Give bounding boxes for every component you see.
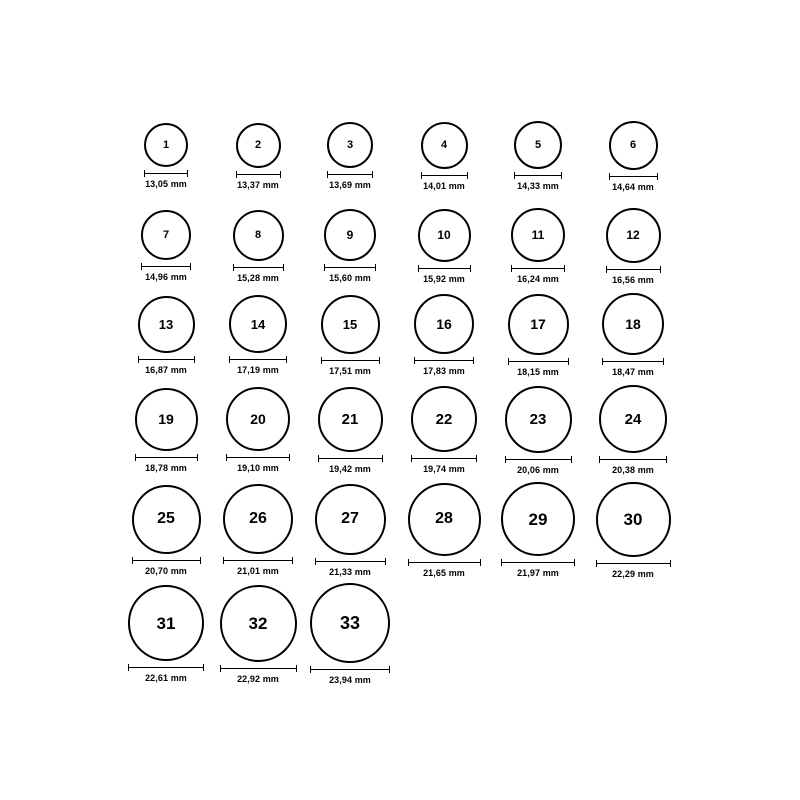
ring-size-item xyxy=(583,293,683,377)
ring-size-number: 14 xyxy=(250,316,266,332)
ring-size-item xyxy=(116,585,216,683)
ring-size-item xyxy=(300,122,400,190)
ring-size-number: 25 xyxy=(157,510,175,527)
ring-diameter-label: 22,92 mm xyxy=(237,673,279,684)
dimension-bar-icon xyxy=(318,455,383,462)
dimension-bar-icon xyxy=(599,456,667,463)
ring-dimension xyxy=(220,662,297,684)
ring-size-number: 10 xyxy=(437,228,451,242)
ring-dimension xyxy=(606,263,661,285)
ring-circle xyxy=(501,482,575,556)
ring-diameter-label: 23,94 mm xyxy=(329,675,371,685)
ring-circle xyxy=(421,122,468,169)
ring-diameter-label: 13,05 mm xyxy=(145,179,187,189)
ring-size-number: 23 xyxy=(529,410,547,428)
dimension-bar-icon xyxy=(223,557,293,564)
dimension-bar-icon xyxy=(514,172,562,179)
ring-dimension xyxy=(602,355,664,377)
ring-dimension xyxy=(318,452,383,474)
ring-circle xyxy=(229,295,287,353)
ring-circle xyxy=(315,484,386,555)
ring-dimension xyxy=(141,260,191,282)
ring-size-number: 26 xyxy=(249,510,267,527)
ring-size-number: 11 xyxy=(531,228,545,242)
ring-size-item xyxy=(116,123,216,189)
ring-circle xyxy=(144,123,188,167)
ring-circle xyxy=(596,482,671,557)
ring-size-item xyxy=(583,208,683,285)
ring-diameter-label: 20,06 mm xyxy=(517,464,559,475)
dimension-bar-icon xyxy=(508,358,569,365)
ring-diameter-label: 18,78 mm xyxy=(145,462,187,473)
ring-dimension xyxy=(411,452,477,474)
ring-size-number: 30 xyxy=(623,509,643,529)
dimension-bar-icon xyxy=(324,264,376,271)
ring-size-number: 19 xyxy=(158,411,174,427)
ring-dimension xyxy=(414,354,474,376)
ring-circle xyxy=(321,295,380,354)
ring-diameter-label: 22,29 mm xyxy=(612,568,654,579)
ring-circle xyxy=(606,208,661,263)
ring-size-number: 4 xyxy=(440,138,448,151)
dimension-bar-icon xyxy=(220,665,297,672)
ring-size-item xyxy=(300,387,400,474)
ring-size-number: 2 xyxy=(254,138,262,151)
ring-dimension xyxy=(511,262,565,284)
ring-dimension xyxy=(138,353,195,375)
ring-circle xyxy=(138,296,195,353)
dimension-bar-icon xyxy=(501,559,575,566)
ring-size-item xyxy=(583,482,683,579)
ring-size-number: 29 xyxy=(528,509,548,529)
ring-diameter-label: 20,38 mm xyxy=(612,465,654,475)
ring-size-number: 15 xyxy=(342,316,358,332)
ring-circle xyxy=(132,485,201,554)
dimension-bar-icon xyxy=(233,264,284,271)
ring-circle xyxy=(505,386,572,453)
ring-size-item xyxy=(488,294,588,377)
ring-diameter-label: 15,28 mm xyxy=(237,272,279,283)
ring-size-item xyxy=(583,121,683,192)
ring-size-item xyxy=(208,210,308,283)
ring-dimension xyxy=(418,262,471,284)
ring-circle xyxy=(411,386,477,452)
dimension-bar-icon xyxy=(414,357,474,364)
ring-size-item xyxy=(488,386,588,475)
ring-diameter-label: 21,97 mm xyxy=(517,568,559,578)
ring-dimension xyxy=(144,167,188,189)
ring-size-item xyxy=(583,385,683,475)
ring-circle xyxy=(602,293,664,355)
ring-size-item xyxy=(116,388,216,473)
dimension-bar-icon xyxy=(315,558,386,565)
ring-size-number: 13 xyxy=(158,316,174,332)
ring-circle xyxy=(511,208,565,262)
ring-dimension xyxy=(505,453,572,475)
ring-circle xyxy=(226,387,290,451)
ring-diameter-label: 18,47 mm xyxy=(612,367,654,377)
ring-diameter-label: 17,51 mm xyxy=(329,365,371,376)
ring-diameter-label: 15,60 mm xyxy=(329,273,371,283)
ring-size-item xyxy=(116,485,216,576)
ring-size-item xyxy=(488,121,588,191)
ring-size-number: 27 xyxy=(341,510,359,527)
dimension-bar-icon xyxy=(511,265,565,272)
ring-size-item xyxy=(208,295,308,375)
ring-circle xyxy=(236,123,281,168)
ring-dimension xyxy=(596,557,671,579)
ring-size-number: 6 xyxy=(629,138,637,151)
ring-size-number: 28 xyxy=(435,510,453,527)
ring-size-number: 17 xyxy=(530,316,546,332)
dimension-bar-icon xyxy=(505,456,572,463)
dimension-bar-icon xyxy=(144,170,188,177)
ring-size-number: 18 xyxy=(625,316,641,332)
ring-circle xyxy=(508,294,569,355)
ring-diameter-label: 19,10 mm xyxy=(237,463,279,473)
ring-size-number: 16 xyxy=(436,316,452,332)
ring-dimension xyxy=(421,169,468,191)
ring-circle xyxy=(609,121,658,170)
ring-dimension xyxy=(132,554,201,576)
ring-dimension xyxy=(327,168,373,190)
ring-dimension xyxy=(321,354,380,376)
ring-size-item xyxy=(394,209,494,284)
ring-size-number: 7 xyxy=(162,228,170,241)
ring-dimension xyxy=(135,451,198,473)
ring-size-item xyxy=(208,387,308,473)
ring-circle xyxy=(141,210,191,260)
ring-diameter-label: 16,87 mm xyxy=(145,364,187,375)
ring-circle xyxy=(220,585,297,662)
ring-size-number: 31 xyxy=(156,613,176,633)
ring-dimension xyxy=(233,261,284,283)
ring-diameter-label: 17,83 mm xyxy=(423,366,465,376)
dimension-bar-icon xyxy=(141,263,191,270)
dimension-bar-icon xyxy=(408,559,481,566)
ring-circle xyxy=(408,483,481,556)
dimension-bar-icon xyxy=(602,358,664,365)
ring-size-item xyxy=(300,484,400,577)
ring-size-item xyxy=(208,484,308,576)
dimension-bar-icon xyxy=(229,356,287,363)
ring-circle xyxy=(514,121,562,169)
ring-diameter-label: 22,61 mm xyxy=(145,673,187,683)
ring-size-number: 8 xyxy=(254,228,262,241)
dimension-bar-icon xyxy=(132,557,201,564)
dimension-bar-icon xyxy=(606,266,661,273)
ring-size-number: 22 xyxy=(435,410,453,428)
ring-size-item xyxy=(208,585,308,684)
dimension-bar-icon xyxy=(138,356,195,363)
dimension-bar-icon xyxy=(596,560,671,567)
ring-dimension xyxy=(223,554,293,576)
ring-dimension xyxy=(226,451,290,473)
ring-size-item xyxy=(116,210,216,282)
ring-circle xyxy=(599,385,667,453)
dimension-bar-icon xyxy=(418,265,471,272)
ring-diameter-label: 19,42 mm xyxy=(329,463,371,474)
ring-size-number: 5 xyxy=(534,138,542,151)
ring-diameter-label: 18,15 mm xyxy=(517,366,559,377)
ring-circle xyxy=(324,209,376,261)
ring-dimension xyxy=(310,663,390,685)
ring-dimension xyxy=(514,169,562,191)
ring-dimension xyxy=(229,353,287,375)
dimension-bar-icon xyxy=(411,455,477,462)
ring-size-number: 3 xyxy=(346,138,354,151)
ring-size-item xyxy=(116,296,216,375)
dimension-bar-icon xyxy=(421,172,468,179)
ring-circle xyxy=(318,387,383,452)
ring-circle xyxy=(310,583,390,663)
dimension-bar-icon xyxy=(327,171,373,178)
dimension-bar-icon xyxy=(321,357,380,364)
ring-size-item xyxy=(488,208,588,284)
ring-dimension xyxy=(315,555,386,577)
ring-dimension xyxy=(324,261,376,283)
dimension-bar-icon xyxy=(236,171,281,178)
ring-diameter-label: 21,01 mm xyxy=(237,566,279,576)
ring-size-number: 33 xyxy=(339,613,361,633)
ring-circle xyxy=(414,294,474,354)
dimension-bar-icon xyxy=(128,664,204,671)
ring-dimension xyxy=(236,168,281,190)
ring-size-item xyxy=(208,123,308,190)
ring-diameter-label: 16,56 mm xyxy=(612,274,654,285)
ring-dimension xyxy=(501,556,575,578)
ring-dimension xyxy=(508,355,569,377)
ring-size-item xyxy=(394,122,494,191)
ring-circle xyxy=(233,210,284,261)
ring-diameter-label: 14,33 mm xyxy=(517,181,559,191)
ring-diameter-label: 14,64 mm xyxy=(612,181,654,192)
ring-circle xyxy=(327,122,373,168)
ring-size-item xyxy=(394,483,494,578)
ring-size-number: 12 xyxy=(626,228,640,242)
ring-circle xyxy=(135,388,198,451)
ring-size-number: 24 xyxy=(624,410,642,428)
ring-diameter-label: 13,37 mm xyxy=(237,179,279,190)
ring-size-number: 21 xyxy=(341,410,359,428)
dimension-bar-icon xyxy=(310,666,390,673)
ring-size-number: 1 xyxy=(162,138,170,151)
dimension-bar-icon xyxy=(609,173,658,180)
ring-dimension xyxy=(599,453,667,475)
ring-diameter-label: 13,69 mm xyxy=(329,180,371,190)
ring-size-item xyxy=(488,482,588,578)
ring-diameter-label: 21,33 mm xyxy=(329,566,371,577)
ring-diameter-label: 17,19 mm xyxy=(237,365,279,375)
ring-dimension xyxy=(609,170,658,192)
dimension-bar-icon xyxy=(226,454,290,461)
ring-size-item xyxy=(394,386,494,474)
ring-size-number: 9 xyxy=(346,228,354,242)
ring-dimension xyxy=(408,556,481,578)
ring-size-item xyxy=(300,209,400,283)
ring-circle xyxy=(223,484,293,554)
ring-diameter-label: 19,74 mm xyxy=(423,464,465,474)
ring-size-item xyxy=(300,583,400,685)
ring-diameter-label: 16,24 mm xyxy=(517,274,559,284)
dimension-bar-icon xyxy=(135,454,198,461)
ring-circle xyxy=(128,585,204,661)
ring-dimension xyxy=(128,661,204,683)
ring-diameter-label: 20,70 mm xyxy=(145,565,187,576)
ring-size-number: 20 xyxy=(250,411,266,427)
ring-size-item xyxy=(394,294,494,376)
ring-diameter-label: 21,65 mm xyxy=(423,567,465,578)
ring-diameter-label: 15,92 mm xyxy=(423,273,465,284)
ring-circle xyxy=(418,209,471,262)
ring-size-item xyxy=(300,295,400,376)
ring-size-number: 32 xyxy=(248,613,268,633)
ring-diameter-label: 14,96 mm xyxy=(145,272,187,282)
ring-diameter-label: 14,01 mm xyxy=(423,180,465,191)
